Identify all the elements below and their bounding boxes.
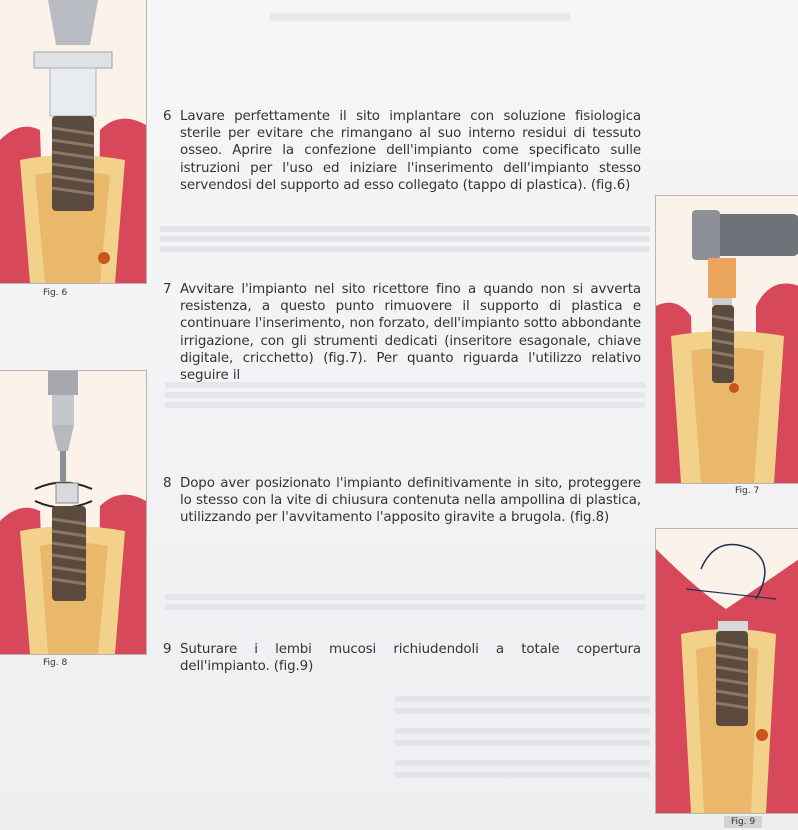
step-text: Avvitare l'impianto nel sito ricettore fino a quando non si avverta resistenza, a questo punto rimuovere il supporto di plastica e continuare l'inserimento, non forzato, dell'impianto sotto abbondante irrigazione, con gli strumenti dedicati (inseritore esagonale, chiave digitale, cricchetto) (fig.7). Per quanto riguarda l'utilizzo relativo seguire il xyxy=(180,282,641,384)
bleed-through-text xyxy=(270,10,570,24)
step-text: Dopo aver posizionato l'impianto definitivamente in sito, proteggere lo stesso con la vite di chiusura contenuta nella ampollina di plastica, utilizzando per l'avvitamento l'apposito giravite a brugola. (fig.8) xyxy=(180,476,641,526)
figure-9-caption: Fig. 9 xyxy=(724,816,762,828)
step-6 xyxy=(163,108,641,194)
figure-7-caption: Fig. 7 xyxy=(735,486,760,496)
bleed-through-text xyxy=(160,222,650,272)
figure-7-illustration xyxy=(655,195,798,484)
bleed-through-text xyxy=(395,690,650,810)
figure-6-caption: Fig. 6 xyxy=(43,288,68,298)
step-number: 8 xyxy=(163,476,172,491)
ratchet-insertion-icon xyxy=(656,196,798,483)
step-9 xyxy=(163,641,641,675)
step-7 xyxy=(163,281,641,384)
step-8 xyxy=(163,475,641,527)
step-number: 7 xyxy=(163,282,172,297)
figure-8-caption: Fig. 8 xyxy=(43,658,68,668)
figure-6-illustration xyxy=(0,0,147,284)
figure-9-illustration xyxy=(655,528,798,814)
bleed-through-text xyxy=(165,590,645,630)
step-text: Lavare perfettamente il sito implantare con soluzione fisiologica sterile per evitare che rimangano al suo interno residui di tessuto osseo. Aprire la confezione dell'impianto come specificato sulle istruzioni per l'uso ed iniziare l'inserimento dell'impianto stesso servendosi del supporto ad esso collegato (tappo di plastica). (fig.6) xyxy=(180,109,641,193)
implant-insertion-icon xyxy=(0,0,146,283)
suture-closure-icon xyxy=(656,529,798,813)
step-text: Suturare i lembi mucosi richiudendoli a totale copertura dell'impianto. (fig.9) xyxy=(180,642,641,675)
figure-8-illustration xyxy=(0,370,147,655)
bleed-through-text xyxy=(165,378,645,428)
step-number: 6 xyxy=(163,109,172,124)
cover-screw-insertion-icon xyxy=(0,371,146,654)
step-number: 9 xyxy=(163,642,172,657)
